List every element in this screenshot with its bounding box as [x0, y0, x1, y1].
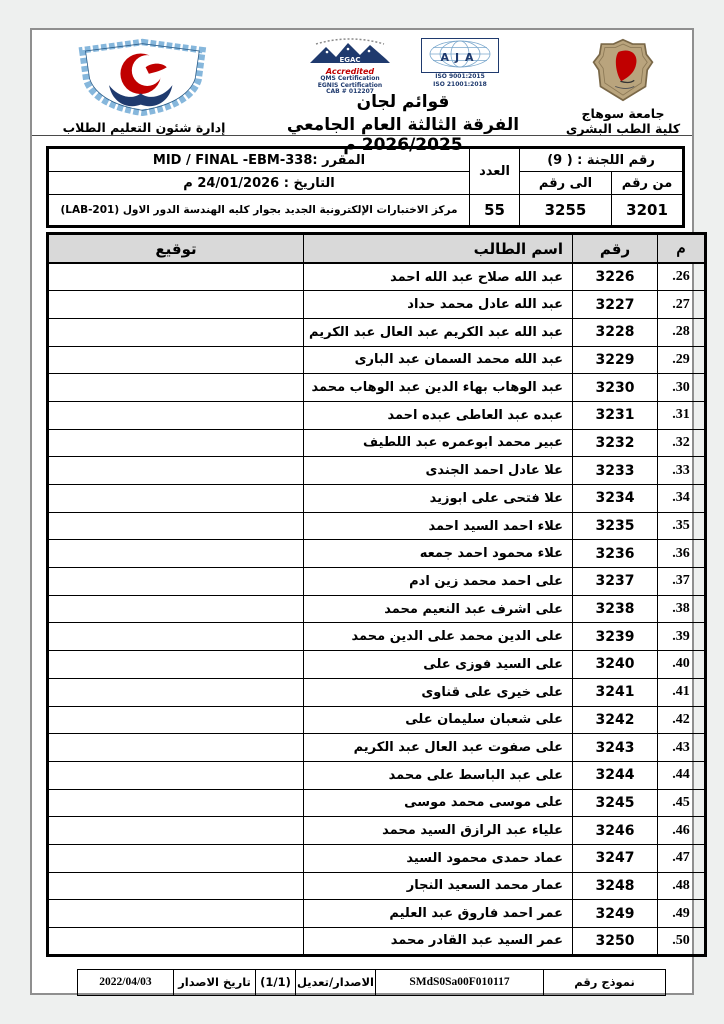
signature-cell: [48, 457, 304, 485]
student-serial: 38.: [658, 595, 706, 623]
student-number: 3226: [573, 263, 658, 291]
student-serial: 37.: [658, 568, 706, 596]
signature-cell: [48, 651, 304, 679]
student-name: على خيرى على قناوى: [304, 678, 573, 706]
exam-date: التاريخ : 24/01/2026 م: [48, 172, 470, 195]
student-row: [48, 706, 706, 734]
signature-cell: [48, 429, 304, 457]
student-serial: 49.: [658, 900, 706, 928]
student-number: 3244: [573, 761, 658, 789]
signature-cell: [48, 346, 304, 374]
signature-cell: [48, 789, 304, 817]
signature-cell: [48, 817, 304, 845]
student-serial: 36.: [658, 540, 706, 568]
student-number: 3246: [573, 817, 658, 845]
student-row: [48, 401, 706, 429]
student-name: على عبد الباسط على محمد: [304, 761, 573, 789]
certification-logos: [244, 38, 562, 95]
student-name: على شعبان سليمان على: [304, 706, 573, 734]
student-name: على موسى محمد موسى: [304, 789, 573, 817]
student-serial: 41.: [658, 678, 706, 706]
issue-date-label: تاريخ الاصدار: [174, 969, 256, 995]
signature-cell: [48, 485, 304, 513]
egac-acronym: EGAC: [339, 56, 361, 64]
signature-cell: [48, 318, 304, 346]
student-number: 3250: [573, 928, 658, 956]
student-name: عبير محمد ابوعمره عبد اللطيف: [304, 429, 573, 457]
signature-cell: [48, 706, 304, 734]
university-shield-icon: [583, 38, 663, 102]
student-number: 3249: [573, 900, 658, 928]
student-number: 3238: [573, 595, 658, 623]
student-name: على صفوت عبد العال عبد الكريم: [304, 734, 573, 762]
student-serial: 31.: [658, 401, 706, 429]
form-footer-table: [77, 969, 666, 996]
page-title: قوائم لجان: [356, 92, 450, 112]
signature-cell: [48, 401, 304, 429]
student-serial: 40.: [658, 651, 706, 679]
student-serial: 47.: [658, 844, 706, 872]
form-number-label: نموذج رقم: [544, 969, 666, 995]
page-header: [32, 30, 692, 155]
student-name: عمر احمد فاروق عبد العليم: [304, 900, 573, 928]
student-name: عبد الله صلاح عبد الله احمد: [304, 263, 573, 291]
course-label: المقرر :MID / FINAL -EBM-338: [48, 148, 470, 172]
student-number: 3228: [573, 318, 658, 346]
form-number-value: SMdS0Sa00F010117: [376, 969, 544, 995]
aja-globe-icon: [423, 39, 497, 70]
student-number: 3248: [573, 872, 658, 900]
signature-cell: [48, 263, 304, 291]
student-row: [48, 291, 706, 319]
student-serial: 27.: [658, 291, 706, 319]
student-row: [48, 512, 706, 540]
student-row: [48, 568, 706, 596]
students-table: [46, 232, 707, 957]
student-serial: 29.: [658, 346, 706, 374]
student-row: [48, 734, 706, 762]
administration-shield-icon: [56, 38, 232, 116]
student-serial: 44.: [658, 761, 706, 789]
student-row: [48, 263, 706, 291]
signature-cell: [48, 734, 304, 762]
signature-cell: [48, 872, 304, 900]
student-name: عبد الله عادل محمد حداد: [304, 291, 573, 319]
count-label: العدد: [470, 148, 520, 195]
aja-iso-line: ISO 21001:2018: [433, 80, 487, 88]
student-serial: 43.: [658, 734, 706, 762]
student-name: عمر السيد عبد القادر محمد: [304, 928, 573, 956]
administration-caption: إدارة شئون التعليم الطلاب: [62, 120, 226, 135]
student-name: علاء احمد السيد احمد: [304, 512, 573, 540]
student-row: [48, 623, 706, 651]
aja-logo: [418, 38, 502, 88]
student-serial: 26.: [658, 263, 706, 291]
student-name: على الدين محمد على الدين محمد: [304, 623, 573, 651]
student-serial: 33.: [658, 457, 706, 485]
student-row: [48, 595, 706, 623]
student-number: 3245: [573, 789, 658, 817]
student-serial: 48.: [658, 872, 706, 900]
from-number-label: من رقم: [612, 172, 684, 195]
egac-subline: CAB # 012207: [326, 88, 374, 95]
signature-cell: [48, 291, 304, 319]
student-serial: 46.: [658, 817, 706, 845]
university-block: [562, 38, 684, 136]
student-serial: 28.: [658, 318, 706, 346]
egac-logo: [304, 38, 396, 96]
student-row: [48, 872, 706, 900]
student-serial: 32.: [658, 429, 706, 457]
issue-label: الاصدار/تعديل: [296, 969, 376, 995]
students-header-row: [48, 234, 706, 264]
student-name: عمار محمد السعيد النجار: [304, 872, 573, 900]
student-serial: 50.: [658, 928, 706, 956]
student-name: علياء عبد الرازق السيد محمد: [304, 817, 573, 845]
student-number: 3235: [573, 512, 658, 540]
student-number: 3247: [573, 844, 658, 872]
student-number: 3227: [573, 291, 658, 319]
student-row: [48, 789, 706, 817]
student-serial: 45.: [658, 789, 706, 817]
exam-info-table: [46, 146, 685, 228]
signature-cell: [48, 678, 304, 706]
signature-cell: [48, 595, 304, 623]
student-row: [48, 374, 706, 402]
student-row: [48, 928, 706, 956]
faculty-name: كلية الطب البشرى: [565, 121, 681, 136]
student-row: [48, 678, 706, 706]
student-serial: 35.: [658, 512, 706, 540]
aja-globe-box: [421, 38, 499, 73]
university-name: جامعة سوهاج: [581, 106, 665, 121]
signature-cell: [48, 540, 304, 568]
student-number: 3230: [573, 374, 658, 402]
student-serial: 39.: [658, 623, 706, 651]
student-name: علا فتحى على ابوزيد: [304, 485, 573, 513]
header-center: [244, 38, 562, 155]
student-number: 3240: [573, 651, 658, 679]
signature-column-header: توقيع: [48, 234, 304, 264]
issue-date-value: 2022/04/03: [78, 969, 174, 995]
signature-cell: [48, 761, 304, 789]
student-number: 3234: [573, 485, 658, 513]
aja-iso-line: ISO 9001:2015: [435, 73, 485, 80]
student-name: عبد الله عبد الكريم عبد العال عبد الكريم: [304, 318, 573, 346]
signature-cell: [48, 928, 304, 956]
student-name: علاء محمود احمد جمعه: [304, 540, 573, 568]
issue-value: (1/1): [256, 969, 296, 995]
serial-column-header: م: [658, 234, 706, 264]
student-name: على احمد محمد زين ادم: [304, 568, 573, 596]
student-number: 3242: [573, 706, 658, 734]
student-name: على اشرف عبد النعيم محمد: [304, 595, 573, 623]
student-row: [48, 346, 706, 374]
student-number: 3232: [573, 429, 658, 457]
student-number: 3231: [573, 401, 658, 429]
student-serial: 42.: [658, 706, 706, 734]
student-name: عبد الله محمد السمان عبد البارى: [304, 346, 573, 374]
student-name: علا عادل احمد الجندى: [304, 457, 573, 485]
student-row: [48, 485, 706, 513]
student-number: 3241: [573, 678, 658, 706]
committee-number: رقم اللجنة : ( 9): [520, 148, 684, 172]
student-name: على السيد فوزى على: [304, 651, 573, 679]
egac-accredited-label: Accredited: [325, 67, 375, 76]
student-row: [48, 318, 706, 346]
student-number: 3236: [573, 540, 658, 568]
name-column-header: اسم الطالب: [304, 234, 573, 264]
student-number: 3243: [573, 734, 658, 762]
student-number: 3229: [573, 346, 658, 374]
number-column-header: رقم: [573, 234, 658, 264]
student-row: [48, 844, 706, 872]
signature-cell: [48, 374, 304, 402]
signature-cell: [48, 844, 304, 872]
student-row: [48, 540, 706, 568]
exam-location: مركز الاختبارات الإلكترونية الجديد بجوار كليه الهندسة الدور الاول (LAB-201): [48, 195, 470, 227]
signature-cell: [48, 900, 304, 928]
student-row: [48, 651, 706, 679]
student-number: 3237: [573, 568, 658, 596]
student-row: [48, 457, 706, 485]
student-name: عبده عبد العاطى عبده احمد: [304, 401, 573, 429]
student-row: [48, 429, 706, 457]
administration-block: [44, 38, 244, 135]
aja-acronym: AJA: [440, 51, 480, 64]
student-row: [48, 817, 706, 845]
egac-mountains-icon: [306, 38, 394, 64]
signature-cell: [48, 512, 304, 540]
signature-cell: [48, 568, 304, 596]
student-number: 3233: [573, 457, 658, 485]
to-number-label: الى رقم: [520, 172, 612, 195]
document-page: [30, 28, 694, 995]
student-serial: 30.: [658, 374, 706, 402]
student-row: [48, 900, 706, 928]
from-number-value: 3201: [612, 195, 684, 227]
signature-cell: [48, 623, 304, 651]
student-serial: 34.: [658, 485, 706, 513]
egac-subline: QMS Certification: [320, 75, 380, 82]
page-subtitle: الفرقة الثالثة العام الجامعي 2026/2025 م: [286, 115, 520, 155]
egac-subline: EGNIS Certification: [317, 81, 383, 89]
student-name: عماد حمدى محمود السيد: [304, 844, 573, 872]
count-value: 55: [470, 195, 520, 227]
to-number-value: 3255: [520, 195, 612, 227]
student-row: [48, 761, 706, 789]
student-name: عبد الوهاب بهاء الدين عبد الوهاب محمد: [304, 374, 573, 402]
student-number: 3239: [573, 623, 658, 651]
